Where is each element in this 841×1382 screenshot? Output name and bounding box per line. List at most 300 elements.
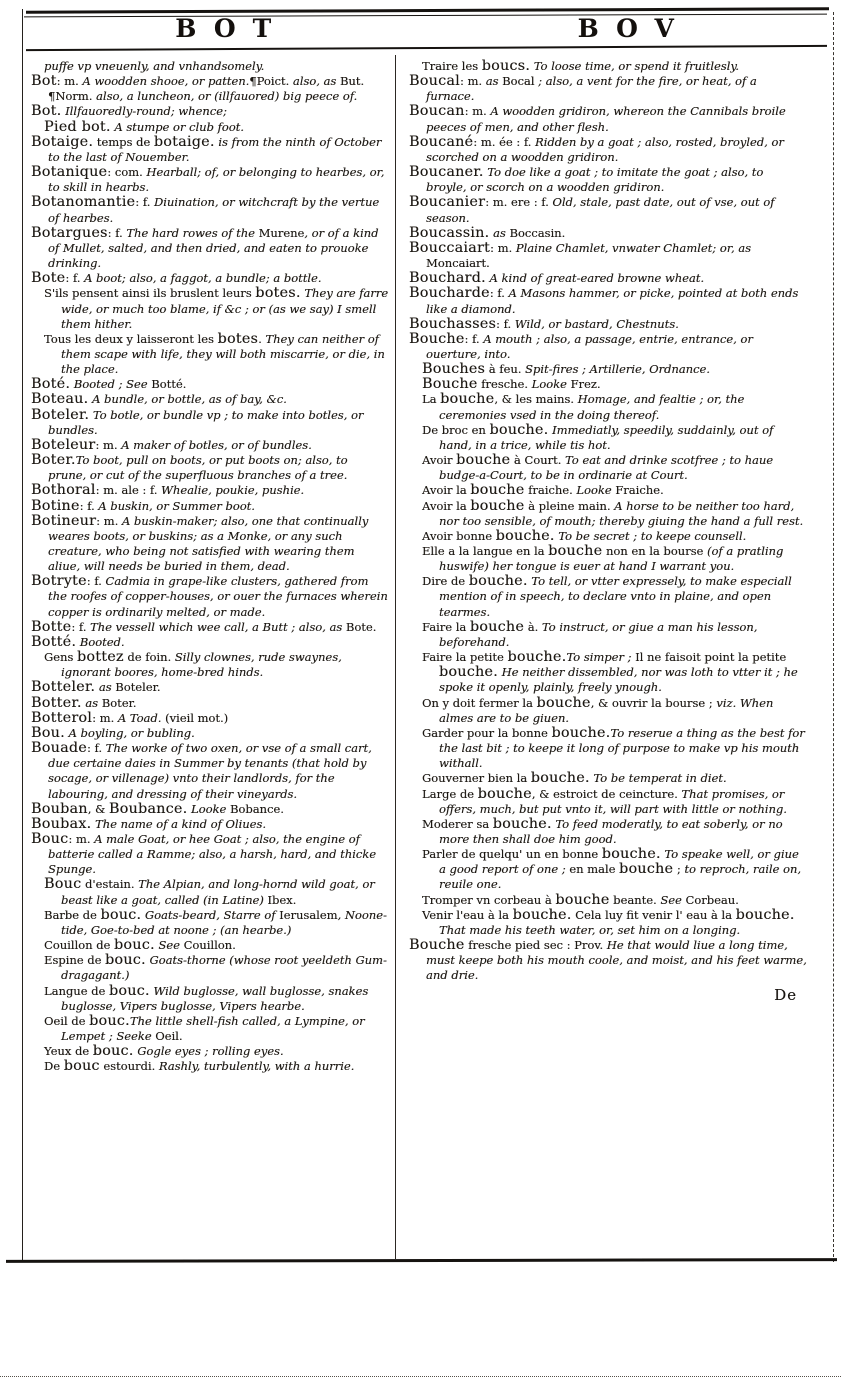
entry-text-segment: Murene <box>258 225 305 240</box>
dictionary-entry <box>422 392 807 422</box>
entry-text-segment: : f. <box>496 316 515 331</box>
entry-text-segment: Langue de <box>44 983 109 998</box>
entry-text-segment: : m. ere : f. <box>485 195 553 210</box>
entry-text-segment: Boucan <box>409 103 465 120</box>
entry-text-segment: Booted. <box>79 634 125 649</box>
right-column <box>396 55 831 1259</box>
dictionary-entry <box>409 271 807 286</box>
entry-text-segment: Tromper vn corbeau à <box>422 892 556 907</box>
entry-text-segment: d'estain. <box>81 877 139 892</box>
entry-text-segment: non en la bourse <box>602 544 707 558</box>
entry-text-segment: Botterol <box>31 709 93 726</box>
dictionary-entry <box>422 908 807 938</box>
dictionary-entry <box>44 59 389 74</box>
entry-text-segment: Bouc <box>44 876 82 893</box>
entry-text-segment: Bote. <box>345 619 377 634</box>
entry-text-segment: Rashly, turbulently, with a hurrie. <box>158 1059 355 1074</box>
entry-text-segment: Botineur <box>31 512 97 529</box>
dictionary-entry <box>31 574 389 619</box>
entry-text-segment: botaige. <box>153 133 215 150</box>
entry-text-segment: Boter. <box>101 695 137 710</box>
entry-text-segment: bouche. <box>735 906 795 923</box>
entry-text-segment: Boteleur <box>31 436 96 453</box>
dictionary-entry <box>422 483 807 498</box>
entry-text-segment: Botteler. <box>31 679 96 696</box>
entry-text-segment: Botté. <box>31 633 77 650</box>
dictionary-entry <box>422 377 807 392</box>
entry-text-segment: bouche. <box>512 906 572 923</box>
entry-text-segment: Boucharde <box>409 285 490 302</box>
entry-text-segment: : m. <box>96 513 122 528</box>
entry-text-segment: Bote <box>31 270 66 287</box>
entry-text-segment: de foin. <box>123 650 175 665</box>
dictionary-entry <box>44 650 389 680</box>
entry-text-segment: Spit-fires ; Artillerie, Ordnance. <box>525 362 710 377</box>
dictionary-entry <box>44 120 389 135</box>
entry-text-segment: estourdi. <box>99 1059 159 1074</box>
entry-text-segment: Bouchard. <box>409 270 486 287</box>
entry-text-segment: Boteler. <box>115 680 161 695</box>
entry-text-segment: Whealie, poukie, pushie. <box>161 483 305 498</box>
dictionary-entry <box>422 544 807 574</box>
entry-text-segment: Couillon de <box>44 938 114 953</box>
entry-text-segment: fraiche. <box>524 483 577 498</box>
entry-text-segment: A horse to be neither too hard, nor too sensible, of mouth; thereby giuing the hand a full rest. <box>439 498 804 528</box>
entry-text-segment: bouche <box>555 891 610 908</box>
entry-text-segment: Bouc <box>31 830 69 847</box>
entry-text-segment: à. <box>524 619 542 634</box>
dictionary-entry <box>44 953 389 983</box>
dictionary-entry <box>31 680 389 695</box>
entry-text-segment: Boubax. <box>31 815 92 832</box>
dictionary-entry <box>31 696 389 711</box>
dictionary-entry <box>422 696 807 726</box>
dictionary-entry <box>31 226 389 271</box>
entry-text-segment: Dire de <box>422 574 469 589</box>
entry-text-segment: To botle, or bundle vp ; to make into botles, or bundles. <box>48 407 364 437</box>
entry-text-segment: Boccasin. <box>509 225 566 240</box>
dictionary-entry <box>31 483 389 498</box>
dictionary-entry <box>31 726 389 741</box>
entry-text-segment: : com. <box>107 165 147 180</box>
entry-text-segment: Pied bot. <box>44 118 111 135</box>
dictionary-entry <box>31 635 389 650</box>
entry-text-segment: Looke <box>576 483 616 498</box>
entry-text-segment: as <box>493 225 510 240</box>
entry-text-segment: A woodden shooe, or patten. <box>82 74 250 89</box>
entry-text-segment: Botter. <box>31 694 82 711</box>
entry-text-segment: (vieil mot.) <box>161 710 229 725</box>
dictionary-entry <box>409 938 807 983</box>
entry-text-segment: See <box>158 938 184 953</box>
entry-text-segment: : m. <box>459 74 486 89</box>
entry-text-segment: bouc <box>63 1058 100 1075</box>
entry-text-segment: : f. <box>489 286 509 301</box>
entry-text-segment: He that would liue a long time, must keepe both his mouth coole, and moist, and his feet warme, and drie. <box>426 938 807 983</box>
dictionary-entry <box>409 332 807 362</box>
entry-text-segment: bouche. <box>530 770 590 787</box>
scan-bottom-edge <box>0 1376 841 1377</box>
entry-text-segment: as <box>485 74 503 89</box>
dictionary-entry <box>44 908 389 938</box>
entry-text-segment: , Noone-tide, Goe-to-bed at noone ; (an hearbe.) <box>61 907 387 937</box>
entry-text-segment: Illfauoredly-round; whence; <box>65 104 227 119</box>
entry-text-segment: To simper ; <box>566 650 636 665</box>
entry-text-segment: Ierusalem <box>279 907 338 922</box>
entry-text-segment: beante. <box>609 892 661 907</box>
entry-text-segment: Elle a la langue en la <box>422 544 549 558</box>
entry-text-segment: to reproch, raile on, reuile one. <box>439 862 801 892</box>
entry-text-segment: Bouche <box>409 330 465 347</box>
entry-text-segment: Yeux de <box>44 1044 93 1059</box>
entry-text-segment: See <box>660 892 686 907</box>
entry-text-segment: , & ouvrir la bourse ; <box>590 695 717 710</box>
entry-text-segment: bouc. <box>113 937 155 954</box>
dictionary-entry <box>409 241 807 271</box>
entry-text-segment: : f. <box>65 271 85 286</box>
dictionary-entry <box>409 135 807 165</box>
dictionary-entry <box>31 135 389 165</box>
entry-text-segment: Boteau. <box>31 391 89 408</box>
entry-text-segment: bouc. <box>105 952 146 969</box>
entry-text-segment: is from the ninth of October to the last of Nouember. <box>48 134 382 164</box>
dictionary-entry <box>44 877 389 907</box>
entry-text-segment: A stumpe or club foot. <box>114 119 244 134</box>
entry-text-segment: puffe vp vneuenly, and vnhandsomely. <box>44 59 265 73</box>
entry-text-segment: Venir l'eau à la <box>422 907 513 922</box>
dictionary-entry <box>409 317 807 332</box>
entry-text-segment: A bundle, or bottle, as of bay, &c. <box>92 392 287 407</box>
dictionary-entry <box>44 984 389 1014</box>
entry-text-segment: But. ¶Norm. <box>48 74 365 104</box>
entry-text-segment: Silly clownes, rude swaynes, ignorant boores, home-bred hinds. <box>61 650 342 680</box>
entry-text-segment: Bothoral <box>31 482 96 499</box>
entry-text-segment: To doe like a goat ; to imitate the goat ; also, to broyle, or scorch on a woodden gridiron. <box>426 165 764 195</box>
entry-text-segment: , & <box>87 801 109 816</box>
dictionary-entry <box>44 1014 389 1044</box>
entry-text-segment: La <box>422 392 441 407</box>
entry-text-segment: Gogle eyes ; rolling eyes. <box>137 1044 284 1059</box>
dictionary-entry <box>409 74 807 104</box>
entry-text-segment: as <box>98 680 116 695</box>
entry-text-segment: Oeil de <box>44 1013 90 1028</box>
dictionary-entry <box>422 650 807 695</box>
entry-text-segment: Faire la <box>422 619 470 634</box>
entry-text-segment: , & les mains. <box>494 392 578 407</box>
entry-text-segment: Il ne faisoit point la petite <box>635 650 787 665</box>
dictionary-entry <box>422 771 807 786</box>
entry-text-segment: Bouches <box>422 361 486 378</box>
entry-text-segment: also, a luncheon, or (illfauored) big peece of. <box>96 89 358 104</box>
entry-text-segment: Barbe de <box>44 907 101 922</box>
entry-text-segment: Boucassin. <box>409 224 490 241</box>
entry-text-segment: Boteler. <box>31 406 90 423</box>
entry-text-segment: A buskin-maker; also, one that continually weares boots, or buskins; as a Monke, or any such creature, who being not satisfied with wearing them aliue, will needs be buried in them, dead. <box>48 513 369 574</box>
entry-text-segment: Cela luy fit venir l' eau à la <box>571 907 736 922</box>
text-columns <box>23 55 831 1259</box>
entry-text-segment: The little shell-fish called, a Lympine, or Lempet ; Seeke <box>61 1013 365 1043</box>
entry-text-segment: : f. <box>135 195 154 210</box>
entry-text-segment: Fraiche. <box>615 483 664 498</box>
entry-text-segment: bouche. <box>492 815 552 832</box>
entry-text-segment: Looke <box>191 801 230 816</box>
dictionary-entry <box>31 802 389 817</box>
dictionary-entry <box>31 817 389 832</box>
entry-text-segment: à feu. <box>485 362 526 377</box>
entry-text-segment: bouche <box>548 543 603 559</box>
entry-text-segment: Faire la petite <box>422 650 508 665</box>
entry-text-segment: Boté. <box>31 376 71 393</box>
entry-text-segment: On y doit fermer la <box>422 695 537 710</box>
entry-text-segment: Gouverner bien la <box>422 771 531 786</box>
entry-text-segment: Ridden by a goat ; also, rosted, broyled, or scorched on a woodden gridiron. <box>426 134 784 164</box>
entry-text-segment: bouche <box>619 861 674 878</box>
entry-text-segment: fresche pied sec : Prov. <box>464 938 607 953</box>
entry-text-segment: : f. <box>71 619 91 634</box>
entry-text-segment: Boubance. <box>108 800 188 817</box>
entry-text-segment: Boucaner. <box>409 164 484 181</box>
entry-text-segment: bouc. <box>92 1043 134 1060</box>
dictionary-entry <box>422 499 807 529</box>
entry-text-segment: à Court. <box>510 453 565 468</box>
dictionary-entry <box>409 104 807 134</box>
entry-text-segment: The hard rowes of the <box>126 225 259 240</box>
entry-text-segment: à pleine main. <box>524 498 615 513</box>
entry-text-segment: That made his teeth water, or, set him on a longing. <box>439 922 741 937</box>
dictionary-entry <box>31 392 389 407</box>
entry-text-segment: Botté. <box>151 377 187 392</box>
entry-text-segment: To boot, pull on boots, or put boots on; also, to prune, or cut of the superfluous branches of a tree. <box>48 453 348 483</box>
dictionary-entry <box>31 620 389 635</box>
dictionary-entry <box>31 271 389 286</box>
dictionary-entry <box>422 529 807 544</box>
entry-text-segment: Oeil. <box>155 1029 183 1043</box>
entry-text-segment: ; also, a vent for the fire, or heat, of a furnace. <box>426 74 757 104</box>
entry-text-segment: bouche <box>536 694 591 711</box>
entry-text-segment: bottez <box>76 649 124 666</box>
entry-text-segment: Tous les deux y laisseront les <box>44 331 218 346</box>
entry-text-segment: bouc. <box>89 1012 130 1029</box>
top-border-rule <box>26 7 829 14</box>
left-column <box>23 55 395 1259</box>
entry-text-segment: Botanique <box>31 164 108 181</box>
dictionary-entry <box>44 286 389 331</box>
entry-text-segment: Parler de quelqu' un en bonne <box>422 847 602 862</box>
entry-text-segment: Bou. <box>31 724 65 741</box>
entry-text-segment: A buskin, or Summer boot. <box>98 498 255 513</box>
entry-text-segment: , or of a kind of Mullet, salted, and then dried, and eaten to prouoke drinking. <box>48 225 379 271</box>
entry-text-segment: Boucanier <box>409 194 486 211</box>
entry-text-segment: Old, stale, past date, out of vse, out of season. <box>426 195 775 225</box>
entry-text-segment: A boyling, or bubling. <box>68 725 195 740</box>
entry-text-segment: Diuination, or witchcraft by the vertue of hearbes. <box>48 195 380 225</box>
dictionary-entry <box>422 453 807 483</box>
entry-text-segment: ; <box>673 862 685 877</box>
entry-text-segment: : f. <box>107 225 127 240</box>
entry-text-segment: bouche <box>469 618 525 635</box>
dictionary-entry <box>31 514 389 575</box>
entry-text-segment: Bot. <box>31 103 62 120</box>
entry-text-segment: botes. <box>255 285 301 302</box>
dictionary-entry <box>44 1059 389 1074</box>
dictionary-entry <box>422 847 807 892</box>
entry-text-segment: Avoir <box>422 453 457 468</box>
entry-text-segment: Bouche <box>422 376 478 393</box>
catchword: De <box>774 985 797 1004</box>
entry-text-segment: : m. ée : f. <box>473 134 535 149</box>
dictionary-entry <box>422 787 807 817</box>
entry-text-segment: To reserue a thing as the best for the last bit ; to keepe it long of purpose to make vp his mouth withall. <box>439 725 805 771</box>
entry-text-segment: : m. <box>95 437 122 452</box>
entry-text-segment: Botargues <box>31 224 108 241</box>
entry-text-segment: He neither dissembled, nor was loth to vtter it ; he spoke it openly, plainly, freely ynough. <box>439 665 798 695</box>
entry-text-segment: S'ils pensent ainsi ils bruslent leurs <box>44 286 256 301</box>
entry-text-segment: That promises, or offers, much, but put vnto it, will part with little or nothing. <box>439 786 787 816</box>
dictionary-entry <box>31 195 389 225</box>
entry-text-segment: Bobance. <box>229 801 284 816</box>
dictionary-entry <box>422 817 807 847</box>
entry-text-segment: bouche <box>470 482 525 499</box>
entry-text-segment: (of a pratling huswife) her tongue is euer at hand I warrant you. <box>439 544 784 574</box>
entry-text-segment: : f. <box>79 498 99 513</box>
dictionary-entry <box>422 423 807 453</box>
entry-text-segment: Immediatly, speedily, suddainly, out of hand, in a trice, while tis hot. <box>439 422 774 452</box>
entry-text-segment: They are farre wide, or much too blame, if &c ; or (as we say) I smell them hither. <box>61 286 389 331</box>
entry-text-segment: Botanomantie <box>31 194 136 211</box>
entry-text-segment: Bouban <box>31 800 88 817</box>
entry-text-segment: : m. <box>92 710 118 725</box>
entry-text-segment: Wild, or bastard, Chestnuts. <box>514 316 679 331</box>
entry-text-segment: Boucané <box>409 133 474 150</box>
entry-text-segment: To speake well, or giue a good report of one ; <box>439 847 799 877</box>
entry-text-segment: Avoir bonne <box>422 528 496 543</box>
entry-text-segment: A kind of great-eared browne wheat. <box>489 271 705 286</box>
entry-text-segment: A mouth ; also, a passage, entrie, entrance, or ouerture, into. <box>426 331 753 361</box>
entry-text-segment: : m. ale : f. <box>95 483 162 498</box>
dictionary-entry <box>409 165 807 195</box>
dictionary-entry <box>31 377 389 392</box>
entry-text-segment: De <box>44 1059 64 1074</box>
entry-text-segment: Moncaiart. <box>426 256 490 271</box>
dictionary-entry <box>422 893 807 908</box>
entry-text-segment: To be secret ; to keepe counsell. <box>558 528 747 543</box>
entry-text-segment: Goats-beard, Starre of <box>144 907 280 922</box>
dictionary-entry <box>44 332 389 377</box>
dictionary-entry <box>422 574 807 619</box>
entry-text-segment: Wild buglosse, wall buglosse, snakes buglosse, Vipers buglosse, Vipers hearbe. <box>61 983 369 1013</box>
entry-text-segment: bouche <box>456 452 511 469</box>
entry-text-segment: The name of a kind of Oliues. <box>95 816 266 831</box>
entry-text-segment: The worke of two oxen, or vse of a small cart, due certaine daies in Summer by tenants (that hold by socage, or villenage) vnto their landlords, for the labouring, and dressing of their vineyards. <box>48 741 372 801</box>
entry-text-segment: Hearball; of, or belonging to hearbes, or, to skill in hearbs. <box>48 165 385 195</box>
dictionary-entry <box>31 453 389 483</box>
entry-text-segment: Bocal <box>502 74 535 89</box>
dictionary-entry <box>31 408 389 438</box>
entry-text-segment: also, as <box>292 74 340 89</box>
entry-text-segment: bouche. <box>495 527 555 544</box>
entry-text-segment: bouche. <box>551 724 611 741</box>
dictionary-entry <box>31 711 389 726</box>
entry-text-segment: fresche. <box>477 377 532 392</box>
entry-text-segment: bouc. <box>108 982 150 999</box>
entry-text-segment: Garder pour la bonne <box>422 725 552 740</box>
entry-text-segment: Goats-thorne (whose root yeeldeth Gum-dragagant.) <box>61 953 387 983</box>
dictionary-entry <box>31 104 389 119</box>
entry-text-segment: bouche <box>477 785 532 802</box>
entry-text-segment: A boot; also, a faggot, a bundle; a bottle. <box>84 271 322 286</box>
entry-text-segment: Booted ; See <box>73 377 152 392</box>
entry-text-segment: To be temperat in diet. <box>593 771 727 786</box>
entry-text-segment: : m. <box>56 74 83 89</box>
entry-text-segment: boucs. <box>481 58 531 74</box>
entry-text-segment: Bouchasses <box>409 315 497 332</box>
entry-text-segment: They can neither of them scape with life, they will both miscarrie, or die, in the place. <box>61 331 385 377</box>
entry-text-segment: Botaige. <box>31 133 94 150</box>
entry-text-segment: bouc. <box>100 906 142 923</box>
bottom-border-rule <box>6 1258 837 1263</box>
entry-text-segment: Boucal <box>409 73 460 90</box>
entry-text-segment: : f. <box>86 574 106 589</box>
entry-text-segment: A male Goat, or hee Goat ; also, the engine of batterie called a Ramme; also, a harsh, hard, and thicke Spunge. <box>48 831 377 877</box>
dictionary-entry <box>31 438 389 453</box>
dictionary-entry <box>409 195 807 225</box>
entry-text-segment: To loose time, or spend it fruitlesly. <box>533 59 739 73</box>
entry-text-segment: bouche. <box>507 649 567 666</box>
running-head <box>22 14 827 48</box>
entry-text-segment: To instruct, or giue a man his lesson, beforehand. <box>439 619 758 649</box>
entry-text-segment: Frez. <box>570 377 601 392</box>
dictionary-entry <box>31 741 389 802</box>
entry-text-segment: bouche <box>470 497 525 514</box>
entry-text-segment: Large de <box>422 786 478 801</box>
entry-text-segment: De broc en <box>422 422 490 437</box>
entry-text-segment: To eat and drinke scotfree ; to haue budge-a-Court, to be in ordinarie at Court. <box>439 453 774 483</box>
entry-text-segment: To feed moderatly, to eat soberly, or no more then shall doe him good. <box>439 816 783 846</box>
dictionary-entry <box>422 362 807 377</box>
entry-text-segment: . <box>258 331 266 346</box>
entry-text-segment: bouche. <box>489 421 549 438</box>
entry-text-segment: as <box>85 695 102 710</box>
entry-text-segment: The Alpian, and long-hornd wild goat, or beast like a goat, called (in Latine) <box>61 877 375 907</box>
entry-text-segment: temps de <box>93 134 154 149</box>
entry-text-segment: Bouccaiart <box>409 239 491 256</box>
entry-text-segment: : m. <box>464 104 491 119</box>
entry-text-segment: : f. <box>464 331 484 346</box>
entry-text-segment: Avoir la <box>422 483 471 498</box>
entry-text-segment: Avoir la <box>422 498 471 513</box>
entry-text-segment: ¶Poict. <box>249 74 293 89</box>
entry-text-segment: , & estroict de ceincture. <box>531 786 682 801</box>
entry-text-segment: en male <box>569 862 620 877</box>
entry-text-segment: Cadmia in grape-like clusters, gathered from the roofes of copper-houses, or ouer the furnaces wherein copper is ordinarily melted, or made. <box>48 574 388 619</box>
entry-text-segment: bouche. <box>439 664 498 681</box>
entry-text-segment: : f. <box>86 741 106 756</box>
entry-text-segment: Botte <box>31 618 72 635</box>
entry-text-segment: Looke <box>531 377 571 392</box>
entry-text-segment: : m. <box>68 831 95 846</box>
entry-text-segment: Bouade <box>31 740 87 757</box>
entry-text-segment: Corbeau. <box>685 892 739 907</box>
dictionary-entry <box>409 286 807 316</box>
entry-text-segment: Bouche <box>409 937 465 954</box>
entry-text-segment: bouche. <box>468 573 528 590</box>
entry-text-segment: Bot <box>31 73 57 90</box>
dictionary-entry <box>422 59 807 74</box>
running-head-left: BOT <box>175 14 289 43</box>
entry-text-segment: Couillon. <box>183 938 236 953</box>
entry-text-segment: Moderer sa <box>422 816 493 831</box>
entry-text-segment: The vessell which wee call, a Butt ; also, as <box>90 619 346 634</box>
